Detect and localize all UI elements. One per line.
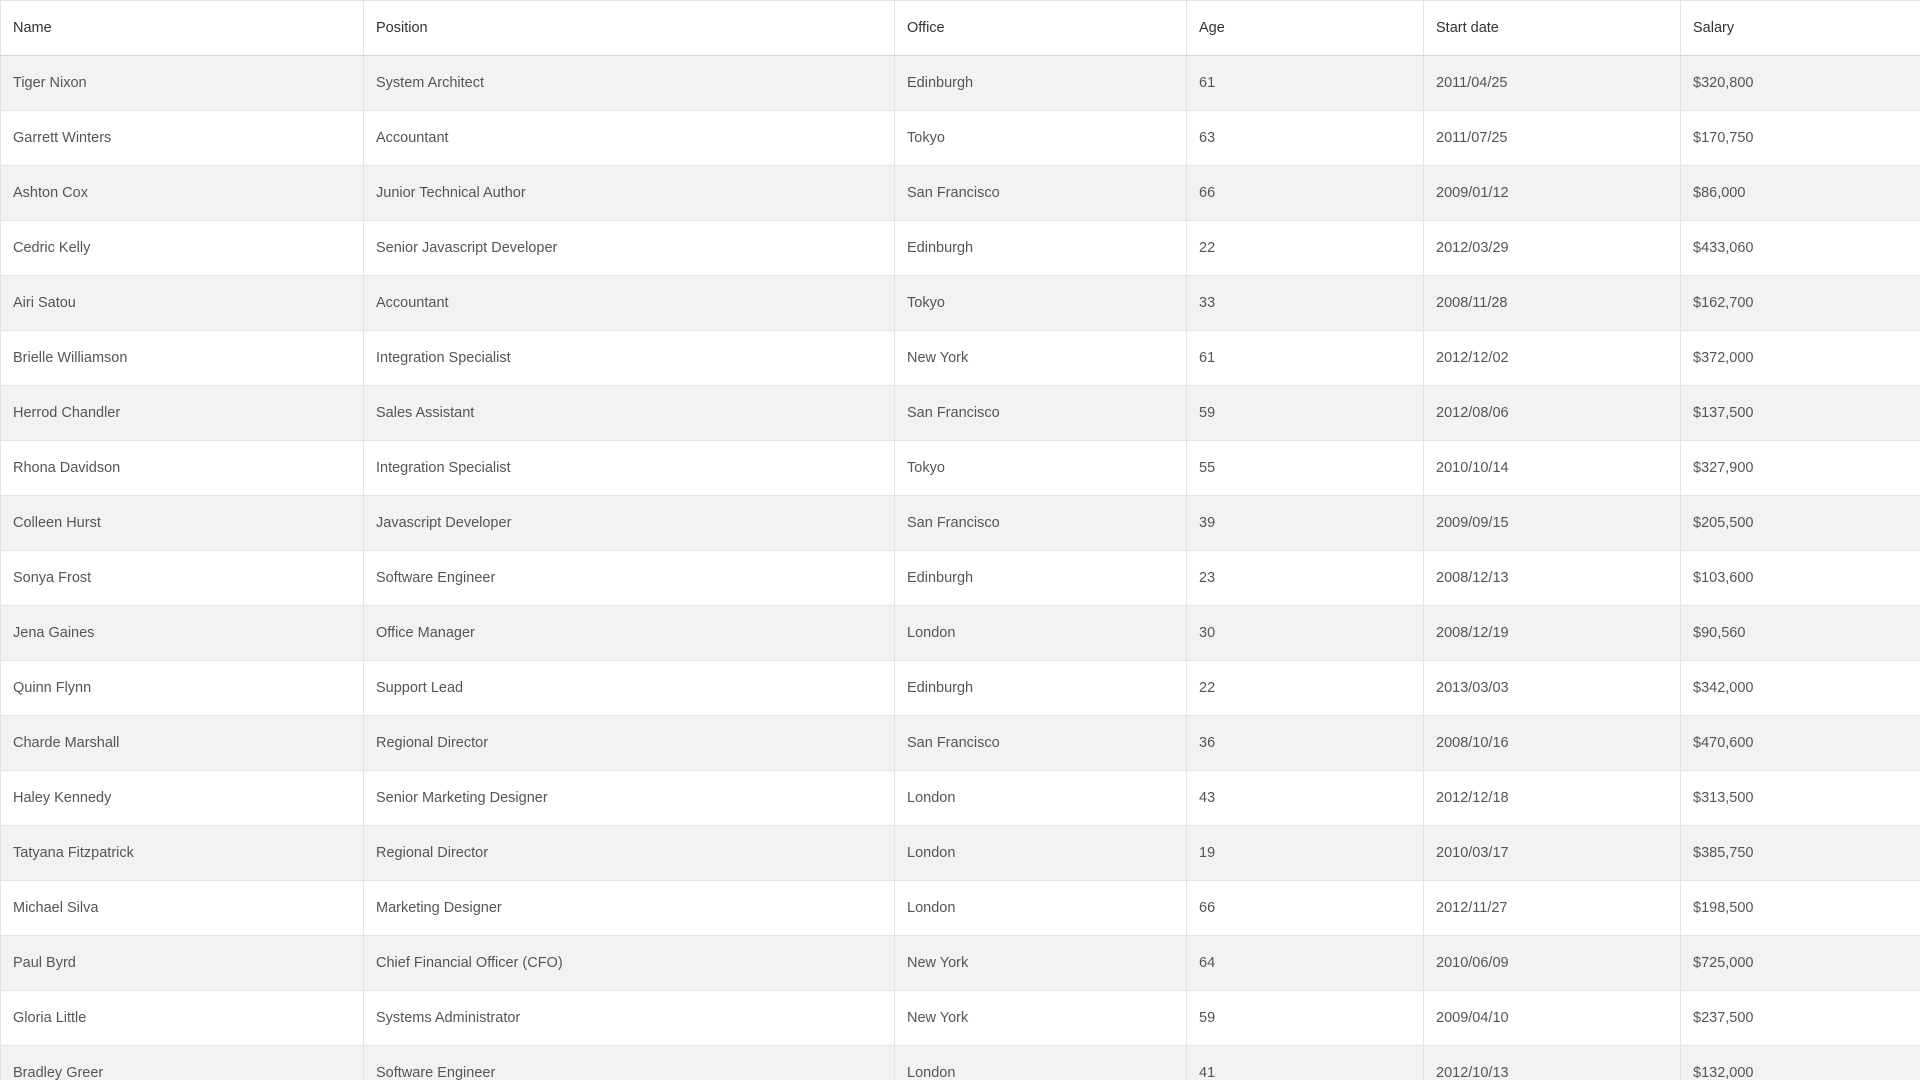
cell-office: London xyxy=(895,1046,1187,1080)
cell-name: Paul Byrd xyxy=(1,936,364,991)
table-row xyxy=(1,661,1920,716)
cell-name: Cedric Kelly xyxy=(1,221,364,276)
cell-start-date: 2009/09/15 xyxy=(1424,496,1681,551)
cell-age: 22 xyxy=(1187,221,1424,276)
cell-salary: $198,500 xyxy=(1681,881,1920,936)
cell-salary: $313,500 xyxy=(1681,771,1920,826)
cell-position: Accountant xyxy=(364,111,895,166)
cell-salary: $327,900 xyxy=(1681,441,1920,496)
cell-salary: $725,000 xyxy=(1681,936,1920,991)
cell-salary: $372,000 xyxy=(1681,331,1920,386)
cell-position: Senior Javascript Developer xyxy=(364,221,895,276)
cell-name: Brielle Williamson xyxy=(1,331,364,386)
cell-start-date: 2012/12/18 xyxy=(1424,771,1681,826)
cell-position: Integration Specialist xyxy=(364,441,895,496)
cell-office: Tokyo xyxy=(895,276,1187,331)
cell-salary: $385,750 xyxy=(1681,826,1920,881)
cell-salary: $205,500 xyxy=(1681,496,1920,551)
cell-name: Michael Silva xyxy=(1,881,364,936)
cell-office: London xyxy=(895,881,1187,936)
table-row xyxy=(1,441,1920,496)
column-header-start-date[interactable]: Start date xyxy=(1424,1,1681,56)
cell-start-date: 2012/03/29 xyxy=(1424,221,1681,276)
table-row xyxy=(1,551,1920,606)
cell-name: Herrod Chandler xyxy=(1,386,364,441)
cell-office: Edinburgh xyxy=(895,56,1187,111)
cell-position: Regional Director xyxy=(364,716,895,771)
table-body xyxy=(1,56,1920,1080)
cell-age: 43 xyxy=(1187,771,1424,826)
cell-start-date: 2011/07/25 xyxy=(1424,111,1681,166)
cell-name: Charde Marshall xyxy=(1,716,364,771)
cell-name: Tatyana Fitzpatrick xyxy=(1,826,364,881)
table-row xyxy=(1,56,1920,111)
cell-salary: $433,060 xyxy=(1681,221,1920,276)
cell-start-date: 2008/12/13 xyxy=(1424,551,1681,606)
table-row xyxy=(1,111,1920,166)
cell-office: San Francisco xyxy=(895,166,1187,221)
cell-name: Rhona Davidson xyxy=(1,441,364,496)
cell-age: 30 xyxy=(1187,606,1424,661)
table-row xyxy=(1,936,1920,991)
cell-office: Tokyo xyxy=(895,441,1187,496)
cell-office: San Francisco xyxy=(895,496,1187,551)
cell-office: London xyxy=(895,771,1187,826)
cell-age: 59 xyxy=(1187,991,1424,1046)
cell-salary: $170,750 xyxy=(1681,111,1920,166)
cell-age: 41 xyxy=(1187,1046,1424,1080)
cell-salary: $162,700 xyxy=(1681,276,1920,331)
cell-salary: $320,800 xyxy=(1681,56,1920,111)
cell-position: System Architect xyxy=(364,56,895,111)
table-row xyxy=(1,771,1920,826)
cell-position: Systems Administrator xyxy=(364,991,895,1046)
table-row xyxy=(1,166,1920,221)
cell-position: Chief Financial Officer (CFO) xyxy=(364,936,895,991)
cell-name: Tiger Nixon xyxy=(1,56,364,111)
cell-position: Javascript Developer xyxy=(364,496,895,551)
cell-position: Marketing Designer xyxy=(364,881,895,936)
cell-salary: $103,600 xyxy=(1681,551,1920,606)
table-row xyxy=(1,221,1920,276)
cell-name: Sonya Frost xyxy=(1,551,364,606)
cell-salary: $470,600 xyxy=(1681,716,1920,771)
cell-office: New York xyxy=(895,331,1187,386)
cell-office: Edinburgh xyxy=(895,661,1187,716)
cell-age: 19 xyxy=(1187,826,1424,881)
cell-start-date: 2010/06/09 xyxy=(1424,936,1681,991)
cell-office: San Francisco xyxy=(895,386,1187,441)
cell-position: Junior Technical Author xyxy=(364,166,895,221)
cell-start-date: 2010/10/14 xyxy=(1424,441,1681,496)
table-row xyxy=(1,606,1920,661)
cell-office: London xyxy=(895,826,1187,881)
cell-age: 63 xyxy=(1187,111,1424,166)
cell-start-date: 2008/12/19 xyxy=(1424,606,1681,661)
cell-age: 66 xyxy=(1187,166,1424,221)
table-row xyxy=(1,991,1920,1046)
cell-age: 61 xyxy=(1187,56,1424,111)
column-header-name[interactable]: Name xyxy=(1,1,364,56)
cell-position: Integration Specialist xyxy=(364,331,895,386)
table-row xyxy=(1,386,1920,441)
cell-age: 55 xyxy=(1187,441,1424,496)
column-header-position[interactable]: Position xyxy=(364,1,895,56)
cell-age: 36 xyxy=(1187,716,1424,771)
cell-office: New York xyxy=(895,936,1187,991)
cell-position: Support Lead xyxy=(364,661,895,716)
cell-position: Sales Assistant xyxy=(364,386,895,441)
cell-name: Quinn Flynn xyxy=(1,661,364,716)
cell-name: Jena Gaines xyxy=(1,606,364,661)
cell-position: Regional Director xyxy=(364,826,895,881)
table-row xyxy=(1,496,1920,551)
cell-position: Software Engineer xyxy=(364,1046,895,1080)
table-row xyxy=(1,881,1920,936)
cell-age: 23 xyxy=(1187,551,1424,606)
cell-age: 64 xyxy=(1187,936,1424,991)
cell-start-date: 2009/04/10 xyxy=(1424,991,1681,1046)
cell-age: 59 xyxy=(1187,386,1424,441)
cell-office: New York xyxy=(895,991,1187,1046)
cell-name: Airi Satou xyxy=(1,276,364,331)
cell-name: Ashton Cox xyxy=(1,166,364,221)
cell-salary: $137,500 xyxy=(1681,386,1920,441)
cell-office: London xyxy=(895,606,1187,661)
cell-salary: $132,000 xyxy=(1681,1046,1920,1080)
cell-salary: $90,560 xyxy=(1681,606,1920,661)
cell-age: 66 xyxy=(1187,881,1424,936)
cell-office: Edinburgh xyxy=(895,551,1187,606)
column-header-age[interactable]: Age xyxy=(1187,1,1424,56)
table-row xyxy=(1,1046,1920,1080)
table-row xyxy=(1,826,1920,881)
cell-salary: $237,500 xyxy=(1681,991,1920,1046)
cell-age: 39 xyxy=(1187,496,1424,551)
column-header-salary[interactable]: Salary xyxy=(1681,1,1920,56)
header-row xyxy=(1,1,1920,56)
cell-start-date: 2011/04/25 xyxy=(1424,56,1681,111)
cell-salary: $86,000 xyxy=(1681,166,1920,221)
cell-name: Bradley Greer xyxy=(1,1046,364,1080)
cell-age: 22 xyxy=(1187,661,1424,716)
cell-name: Haley Kennedy xyxy=(1,771,364,826)
cell-office: Tokyo xyxy=(895,111,1187,166)
cell-start-date: 2008/10/16 xyxy=(1424,716,1681,771)
cell-age: 61 xyxy=(1187,331,1424,386)
cell-age: 33 xyxy=(1187,276,1424,331)
cell-start-date: 2010/03/17 xyxy=(1424,826,1681,881)
table-row xyxy=(1,331,1920,386)
cell-start-date: 2008/11/28 xyxy=(1424,276,1681,331)
cell-start-date: 2012/10/13 xyxy=(1424,1046,1681,1080)
cell-start-date: 2012/11/27 xyxy=(1424,881,1681,936)
cell-name: Gloria Little xyxy=(1,991,364,1046)
column-header-office[interactable]: Office xyxy=(895,1,1187,56)
cell-name: Colleen Hurst xyxy=(1,496,364,551)
cell-start-date: 2012/12/02 xyxy=(1424,331,1681,386)
cell-start-date: 2012/08/06 xyxy=(1424,386,1681,441)
table-row xyxy=(1,276,1920,331)
cell-office: Edinburgh xyxy=(895,221,1187,276)
table-row xyxy=(1,716,1920,771)
cell-position: Software Engineer xyxy=(364,551,895,606)
cell-position: Office Manager xyxy=(364,606,895,661)
cell-position: Accountant xyxy=(364,276,895,331)
cell-start-date: 2009/01/12 xyxy=(1424,166,1681,221)
cell-office: San Francisco xyxy=(895,716,1187,771)
cell-start-date: 2013/03/03 xyxy=(1424,661,1681,716)
cell-name: Garrett Winters xyxy=(1,111,364,166)
cell-position: Senior Marketing Designer xyxy=(364,771,895,826)
cell-salary: $342,000 xyxy=(1681,661,1920,716)
table-header xyxy=(1,1,1920,56)
